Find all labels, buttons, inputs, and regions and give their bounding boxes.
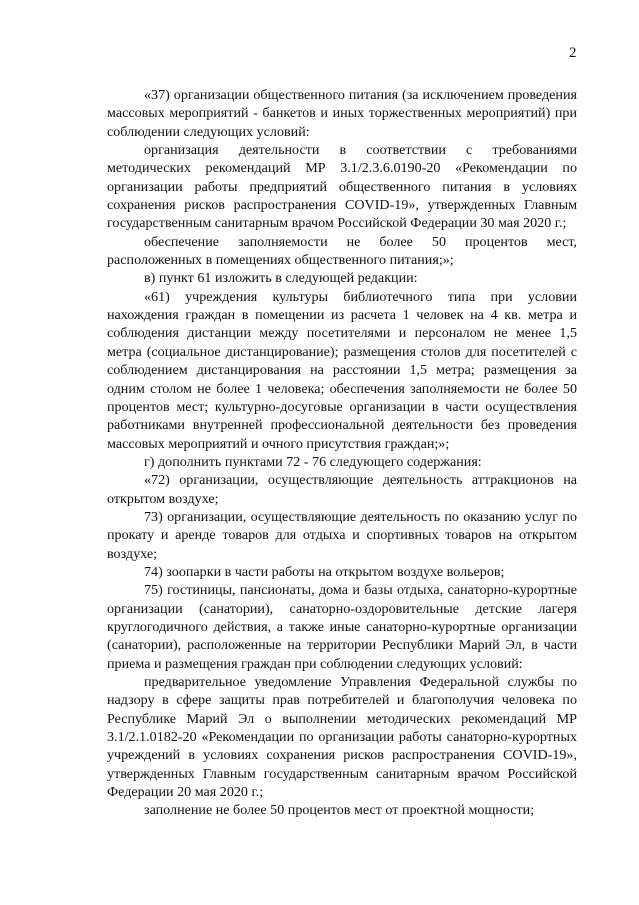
paragraph: «61) учреждения культуры библиотечного типа при условии нахождения граждан в помещении из расчета 1 человек на 4 кв. метра и соблюдения дистанции между посетителями и персоналом не менее 1,5 метра (социальное дистанцирование); размещения столов для посетителей с соблюдением дистанцирования на расстоянии 1,5 метра; размещения за одним столом не более 1 человека; обеспечения заполняемости не более 50 процентов мест; культурно-досуговые организации в части осуществления работниками внутренней профессиональной деятельности без проведения массовых мероприятий и очного присутствия граждан;»; [107, 288, 577, 452]
document-body [107, 86, 577, 820]
paragraph: «37) организации общественного питания (за исключением проведения массовых мероприятий - банкетов и иных торжественных мероприятий) при соблюдении следующих условий: [107, 87, 577, 140]
paragraph: в) пункт 61 изложить в следующей редакции: [144, 270, 418, 287]
paragraph: г) дополнить пунктами 72 - 76 следующего содержания: [144, 453, 482, 470]
paragraph: 75) гостиницы, пансионаты, дома и базы отдыха, санаторно-курортные организации (санатории), санаторно-оздоровительные детские лагеря круглогодичного действия, а также иные санаторно-курортные организации (санатории), расположенные на территории Республики Марий Эл, в части приема и размещения граждан при соблюдении следующих условий: [107, 582, 577, 672]
page-number: 2 [569, 45, 577, 61]
paragraph: 74) зоопарки в части работы на открытом воздухе вольеров; [144, 563, 505, 580]
paragraph: организация деятельности в соответствии с требованиями методических рекомендаций МР 3.1/2.3.6.0190-20 «Рекомендации по организации работы предприятий общественного питания в условиях сохранения рисков распространения COVID-19», утвержденных Главным государственным санитарным врачом Российской Федерации 30 мая 2020 г.; [107, 142, 577, 232]
paragraph: «72) организации, осуществляющие деятельность аттракционов на открытом воздухе; [107, 472, 577, 507]
paragraph: заполнение не более 50 процентов мест от проектной мощности; [144, 802, 535, 819]
paragraph: обеспечение заполняемости не более 50 процентов мест, расположенных в помещениях общественного питания;»; [107, 233, 577, 269]
paragraph: предварительное уведомление Управления Федеральной службы по надзору в сфере защиты прав потребителей и благополучия человека по Республике Марий Эл о выполнении методических рекомендаций МР 3.1/2.1.0182-20 «Рекомендации по организации работы санаторно-курортных учреждений в условиях сохранения рисков распространения COVID-19», утвержденных Главным государственным санитарным врачом Российской Федерации 20 мая 2020 г.; [107, 674, 577, 801]
paragraph: 73) организации, осуществляющие деятельность по оказанию услуг по прокату и аренде товаров для отдыха и спортивных товаров на открытом воздухе; [107, 508, 577, 562]
